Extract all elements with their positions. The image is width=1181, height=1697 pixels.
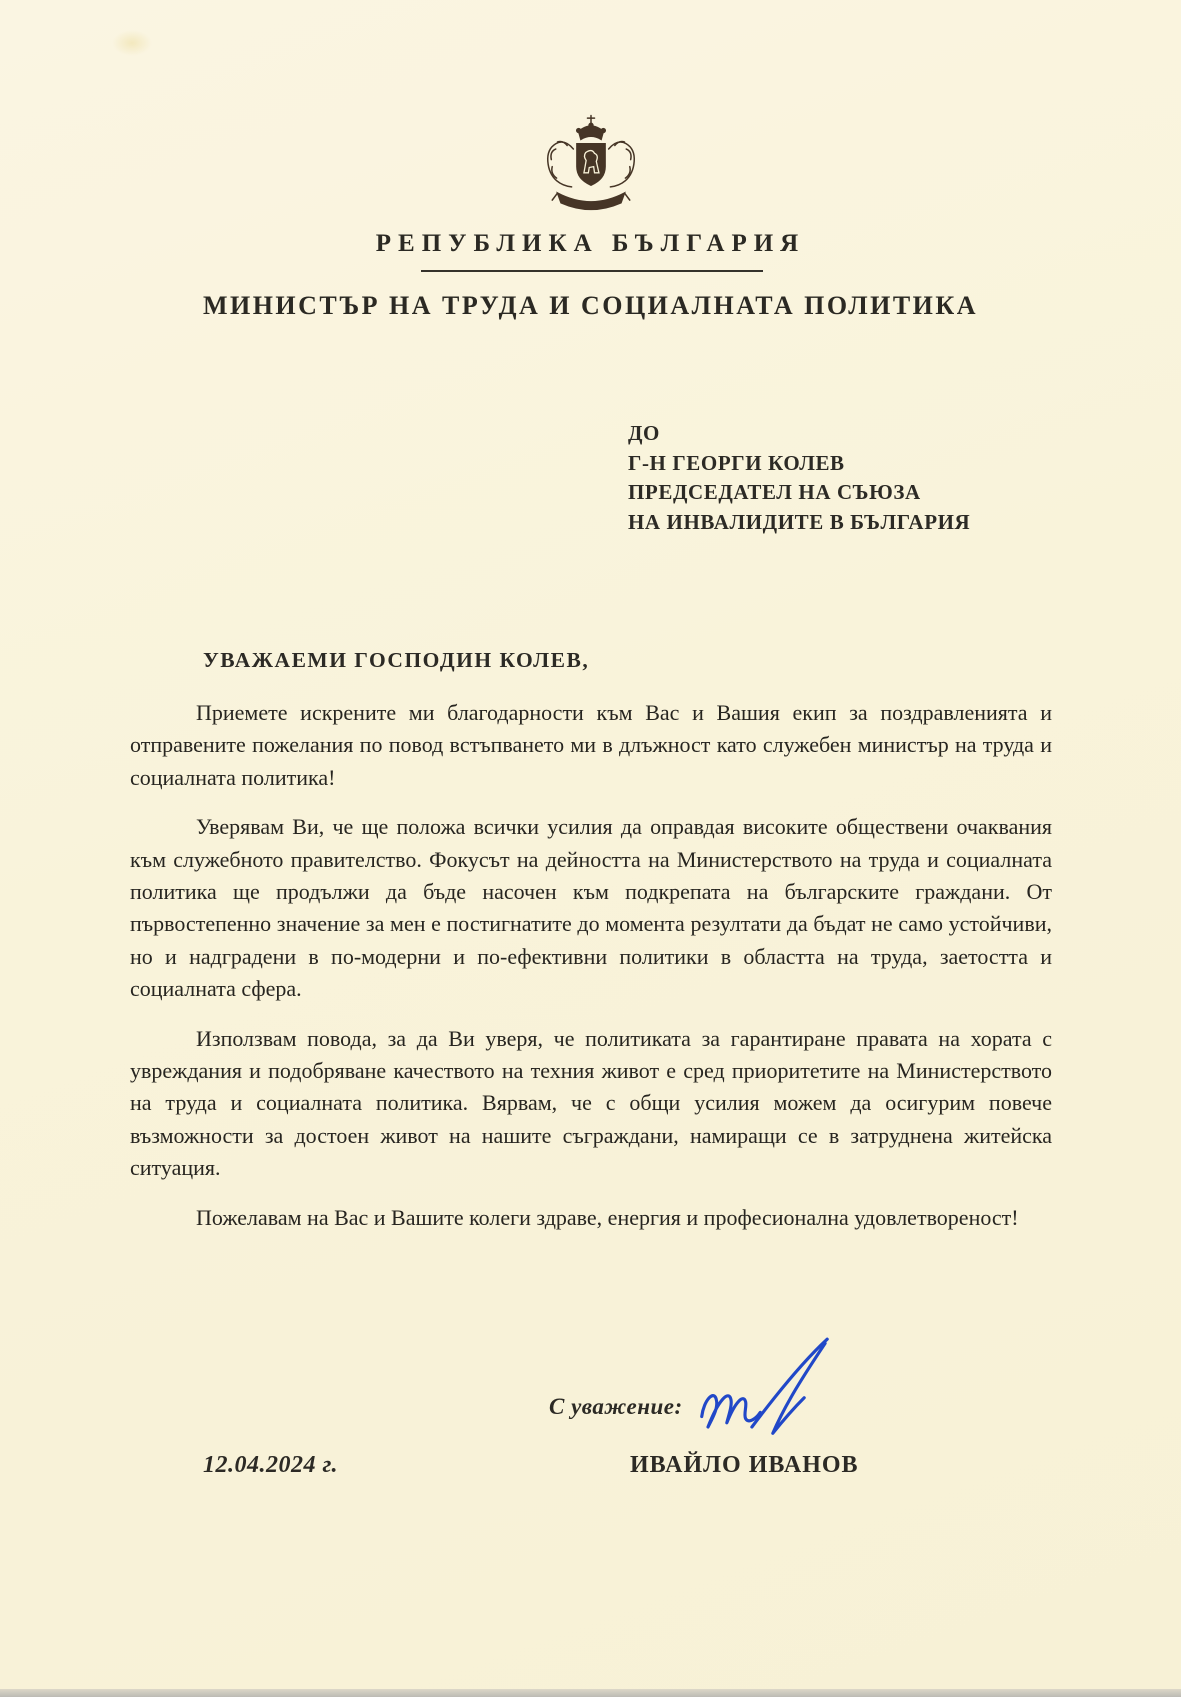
letter-date: 12.04.2024 г. (203, 1452, 339, 1478)
recipient-line-title-2: НА ИНВАЛИДИТЕ В БЪЛГАРИЯ (628, 509, 971, 534)
recipient-line-to: ДО (628, 421, 660, 445)
recipient-block (628, 419, 970, 537)
paragraph-wishes: Пожелавам на Вас и Вашите колеги здраве, енергия и професионална удовлетвореност! (196, 1204, 1019, 1230)
recipient-line-title-1: ПРЕДСЕДАТЕЛ НА СЪЮЗА (628, 480, 921, 504)
signer-name: ИВАЙЛО ИВАНОВ (630, 1452, 859, 1478)
paragraph-commitment: Уверявам Ви, че ще положа всички усилия да оправдая високите обществени очаквания към служебното правителство. Фокусът на дейността на Министерството на труда и социалната политика ще продължи да бъде насочен към подкрепата на българските граждани. От първостепенно значение за мен е постигнатите до момента резултати да бъдат не само устойчиви, но и надградени в по-модерни и по-ефективни политики в областта на труда, заетостта и социалната сфера. (130, 814, 1052, 1002)
paragraph-gratitude: Приемете искрените ми благодарности към Вас и Вашия екип за поздравленията и отправените пожелания по повод встъпването ми в длъжност като служебен министър на труда и социалната политика! (130, 700, 1052, 790)
scan-smudge (112, 30, 152, 56)
scan-bottom-edge (0, 1689, 1181, 1697)
recipient-line-name: Г-Н ГЕОРГИ КОЛЕВ (628, 450, 845, 475)
letter-body (130, 697, 1052, 1251)
bulgarian-coat-of-arms-icon (529, 112, 653, 216)
handwritten-signature-icon (692, 1335, 862, 1450)
letterhead-republic-title: РЕПУБЛИКА БЪЛГАРИЯ (375, 230, 806, 257)
salutation: УВАЖАЕМИ ГОСПОДИН КОЛЕВ, (203, 648, 590, 672)
letterhead-divider (421, 270, 763, 272)
letterhead-ministry-title: МИНИСТЪР НА ТРУДА И СОЦИАЛНАТА ПОЛИТИКА (202, 291, 979, 320)
valediction: С уважение: (549, 1394, 683, 1419)
paragraph-disability-policy: Използвам повода, за да Ви уверя, че политиката за гарантиране правата на хората с увреждания и подобряване качеството на техния живот е сред приоритетите на Министерството на труда и социалната политика. Вярвам, че с общи усилия можем да осигурим повече възможности за достоен живот на нашите съграждани, намиращи се в затруднена житейска ситуация. (130, 1025, 1052, 1181)
